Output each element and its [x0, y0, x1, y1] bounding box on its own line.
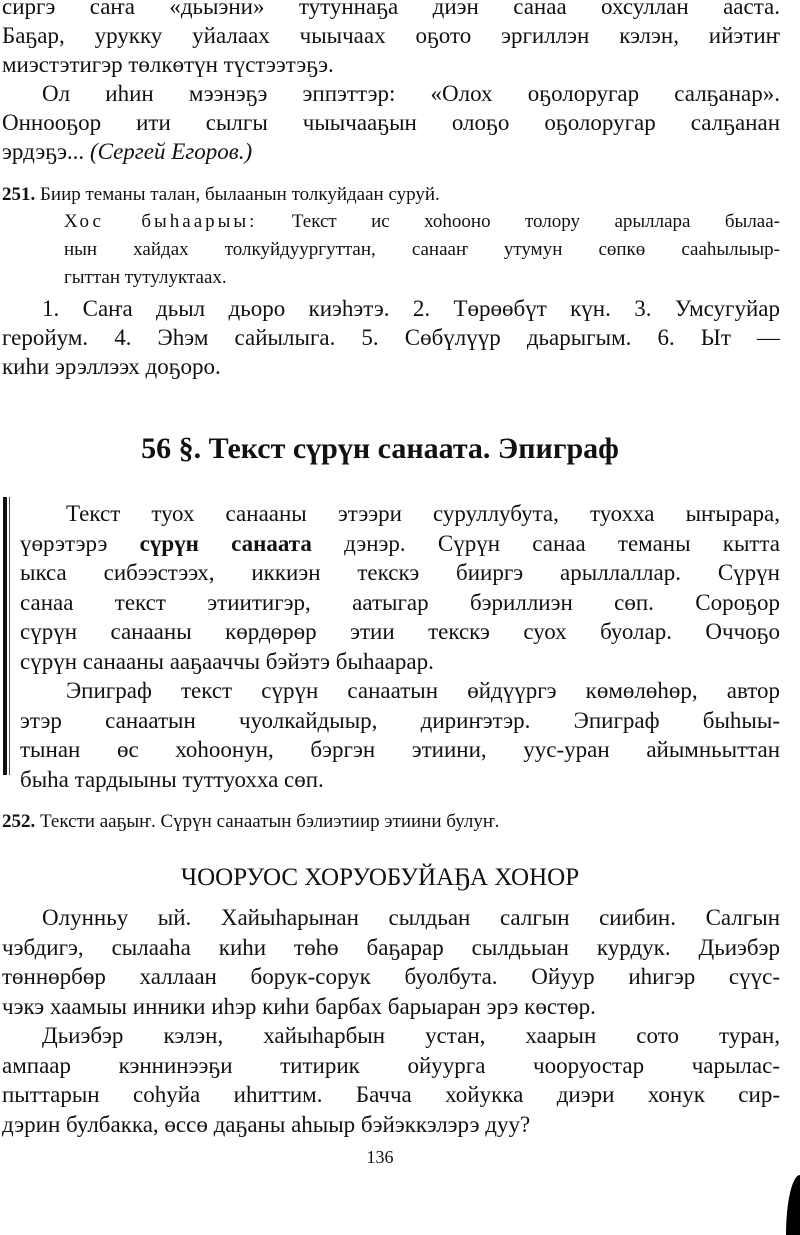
text-segment: Текст туох санааны этээри суруллубута, туохха ыҥырара,	[66, 501, 780, 526]
bold-text: 251.	[2, 184, 36, 205]
text-segment: дэнэр. Сүрүн санаа теманы кытта	[311, 530, 781, 556]
text-line	[2, 108, 780, 137]
text-line	[20, 735, 780, 765]
text-segment: Хос быһаарыы:	[64, 211, 258, 232]
text-segment: Тексти ааҕыҥ. Сүрүн санаатын бэлиэтиир этиини булуҥ.	[35, 811, 500, 832]
exercise-251-task	[2, 181, 780, 209]
text-segment: дэрин булбакка, өссө даҕаны аһыыр бэйэккэлэрэ дуу?	[2, 1111, 531, 1137]
text-line	[2, 323, 780, 352]
exercise-251-note	[64, 208, 780, 292]
text-line	[2, 21, 780, 50]
text-segment: Биир теманы талан, былаанын толкуйдаан суруй.	[35, 184, 440, 205]
quote-paragraph	[2, 79, 780, 166]
text-segment: Оннооҕор ити сылгы чыычааҕын олоҕо оҕолоругар салҕанан	[2, 110, 780, 135]
text-segment: санаа текст этиитигэр, аатыгар бэриллиэн сөп. Сороҕор	[20, 589, 780, 615]
text-segment: ыкса сибээстээх, иккиэн текскэ бииргэ арыллаллар. Сүрүн	[20, 560, 780, 585]
exercise-252-task	[2, 808, 780, 836]
text-segment: Эпиграф текст сүрүн санаатын өйдүүргэ көмөлөһөр, автор	[66, 678, 780, 703]
text-segment: геройум. 4. Эһэм сайылыга. 5. Сөбүлүүр дьарыгым. 6. Ыт —	[2, 325, 780, 350]
text-segment: Баҕар, урукку уйалаах чыычаах оҕото эргиллэн кэлэн, ийэтиҥ	[2, 23, 780, 48]
text-continuation	[2, 0, 780, 79]
text-line	[20, 706, 780, 736]
text-line	[2, 352, 780, 381]
text-segment: сүрүн санааны көрдөрөр этии текскэ суох буолар. Оччоҕо	[20, 619, 780, 644]
text-segment: ампаар кэннинээҕи титирик ойуурга чооруостар чарылас-	[2, 1052, 780, 1078]
exercise-252-text	[2, 903, 780, 1139]
theory-box	[20, 499, 780, 794]
text-segment: быһа тардыыны туттуохха сөп.	[20, 766, 324, 792]
text-line	[2, 1080, 780, 1110]
text-title: ЧООРУОС ХОРУОБУЙАҔА ХОНОР	[180, 864, 580, 891]
text-line	[2, 181, 780, 209]
text-segment: чэкэ хаамыы инники иһэр киһи барбах барыаран эрэ көстөр.	[2, 993, 596, 1019]
text-segment: сүрүн санааны ааҕааччы бэйэтэ быһаарар.	[20, 648, 434, 674]
text-line	[20, 617, 780, 647]
text-line	[20, 647, 780, 677]
text-segment: пыттарын соһуйа иһиттим. Бачча хойукка диэри хонук сир-	[2, 1082, 780, 1107]
text-segment: эрдэҕэ...	[2, 139, 90, 164]
text-line	[20, 529, 780, 559]
text-segment: төннөрбөр халлаан борук-сорук буолбута. Ойуур иһигэр сүүс-	[2, 964, 780, 989]
text-line	[2, 50, 780, 79]
scan-edge	[786, 1175, 800, 1235]
section-heading: 56 §. Текст сүрүн санаата. Эпиграф	[141, 432, 619, 465]
text-line	[2, 1021, 780, 1051]
text-line	[2, 1110, 780, 1140]
bold-text: сүрүн санаата	[139, 530, 312, 556]
text-segment: Ол иһин мээнэҕэ эппэттэр: «Олох оҕолоругар салҕанар».	[42, 81, 780, 106]
text-line	[2, 962, 780, 992]
text-line	[20, 499, 780, 529]
margin-rule-thin	[9, 497, 10, 775]
text-segment: миэстэтигэр төлкөтүн түстээтэҕэ.	[2, 52, 334, 77]
exercise-251-topics	[2, 294, 780, 381]
text-segment: гыттан тутулуктаах.	[64, 267, 227, 288]
text-line	[2, 903, 780, 933]
text-segment: тынан өс хоһоонун, бэргэн этиини, уус-уран айымньыттан	[20, 737, 780, 762]
text-line	[20, 588, 780, 618]
bold-text: 252.	[2, 811, 36, 832]
margin-rule	[3, 497, 7, 775]
text-segment: Олунньу ый. Хайыһарынан сылдьан салгын сиибин. Салгын	[42, 905, 780, 930]
text-line	[2, 992, 780, 1022]
text-segment: чэбдигэ, сылааһа киһи төһө баҕарар сылдьыан курдук. Дьиэбэр	[2, 934, 780, 960]
text-segment: киһи эрэллээх доҕоро.	[2, 354, 221, 379]
page-number: 136	[366, 1147, 394, 1167]
text-line	[2, 294, 780, 323]
text-line	[64, 208, 780, 236]
text-segment: 1. Саҥа дьыл дьоро киэһэтэ. 2. Төрөөбүт күн. 3. Умсугуйар	[42, 296, 780, 321]
italic-text: (Сергей Егоров.)	[89, 139, 253, 164]
text-segment: этэр санаатын чуолкайдыыр, дириҥэтэр. Эпиграф быһыы-	[20, 707, 780, 733]
text-line	[2, 137, 780, 166]
text-segment: сиргэ саҥа «дьыэни» тутуннаҕа диэн санаа охсуллан ааста.	[2, 0, 780, 19]
text-line	[2, 79, 780, 108]
text-line	[64, 236, 780, 264]
text-segment: Текст ис хоһооно толору арыллара былаа-	[257, 211, 780, 232]
text-segment: үөрэтэрэ	[20, 530, 140, 556]
text-line	[2, 0, 780, 21]
text-line	[20, 676, 780, 706]
text-segment: Дьиэбэр кэлэн, хайыһарбын устан, хаарын сото туран,	[42, 1023, 780, 1048]
text-line	[20, 765, 780, 795]
text-line	[20, 558, 780, 588]
text-line	[64, 264, 780, 292]
text-line	[2, 808, 780, 836]
text-line	[2, 933, 780, 963]
text-line	[2, 1051, 780, 1081]
text-segment: нын хайдах толкуйдуургуттан, санааҥ утумун сөпкө сааһылыыр-	[64, 239, 780, 260]
